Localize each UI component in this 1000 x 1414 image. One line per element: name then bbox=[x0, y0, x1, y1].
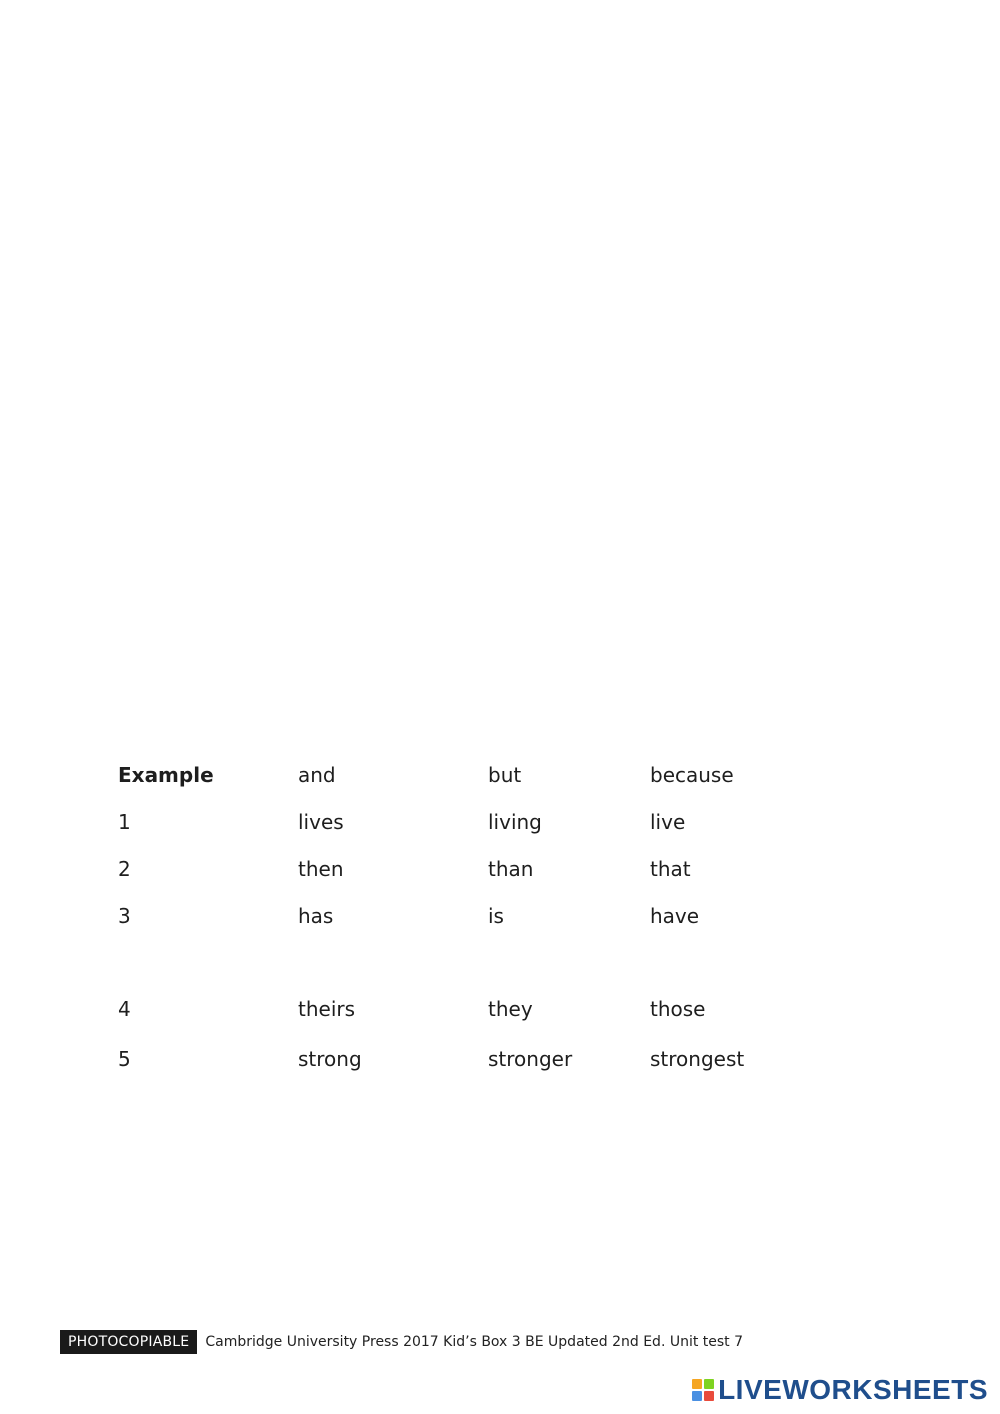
row-label: 3 bbox=[118, 904, 131, 928]
table-row bbox=[118, 805, 818, 839]
option-word: have bbox=[650, 904, 700, 928]
option-word: strong bbox=[298, 1047, 362, 1071]
option-word: lives bbox=[298, 810, 344, 834]
table-row bbox=[118, 992, 818, 1026]
row-label: 2 bbox=[118, 857, 131, 881]
option-word: that bbox=[650, 857, 691, 881]
option-word: but bbox=[488, 763, 522, 787]
option-word: those bbox=[650, 997, 706, 1021]
copyright-credit: Cambridge University Press 2017 Kid’s Box 3 BE Updated 2nd Ed. Unit test 7 bbox=[205, 1334, 744, 1350]
copyright-footer bbox=[60, 1330, 743, 1354]
table-row bbox=[118, 1042, 818, 1076]
row-label: 1 bbox=[118, 810, 131, 834]
option-word: theirs bbox=[298, 997, 356, 1021]
option-word: living bbox=[488, 810, 542, 834]
table-row bbox=[118, 758, 818, 792]
option-word: and bbox=[298, 763, 336, 787]
photocopiable-badge: PHOTOCOPIABLE bbox=[60, 1330, 197, 1354]
brand-name: LIVEWORKSHEETS bbox=[718, 1374, 988, 1405]
option-word: live bbox=[650, 810, 686, 834]
option-word: strongest bbox=[650, 1047, 745, 1071]
row-label: 4 bbox=[118, 997, 131, 1021]
table-row bbox=[118, 852, 818, 886]
option-word: they bbox=[488, 997, 533, 1021]
option-word: because bbox=[650, 763, 734, 787]
table-row bbox=[118, 899, 818, 933]
option-word: than bbox=[488, 857, 534, 881]
liveworksheets-brand[interactable] bbox=[692, 1374, 988, 1406]
option-word: is bbox=[488, 904, 504, 928]
row-label: 5 bbox=[118, 1047, 131, 1071]
option-word: stronger bbox=[488, 1047, 573, 1071]
option-word: then bbox=[298, 857, 344, 881]
liveworksheets-logo-icon bbox=[692, 1379, 714, 1401]
row-label: Example bbox=[118, 763, 214, 787]
option-word: has bbox=[298, 904, 334, 928]
